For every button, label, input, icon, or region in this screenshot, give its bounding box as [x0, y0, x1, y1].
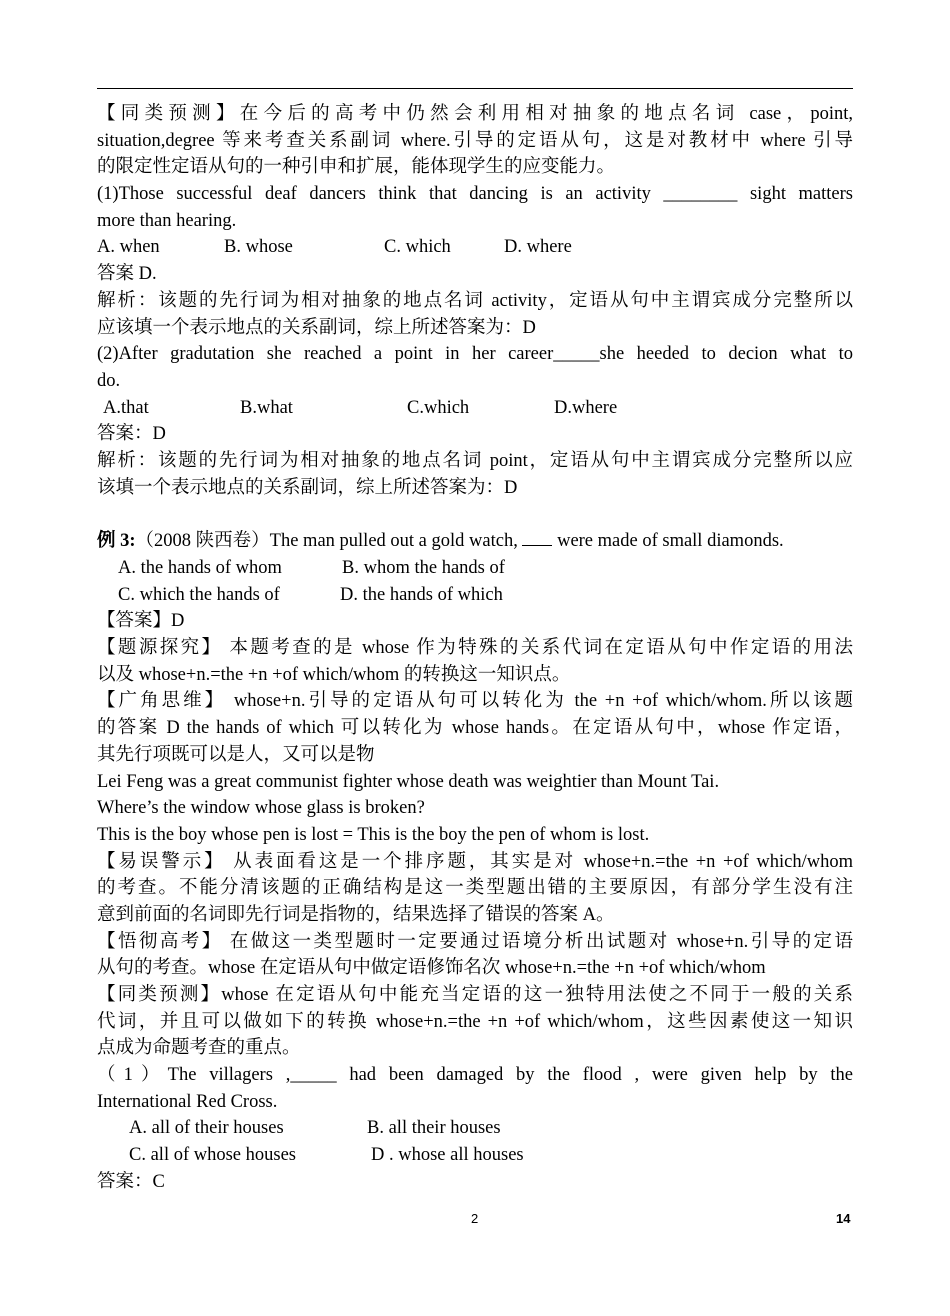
warning-line: 【易误警示】 从表面看这是一个排序题，其实是对 whose+n.=the +n +of which/whom: [97, 851, 853, 872]
spacer: [97, 501, 853, 528]
option-b: B. whose: [224, 237, 293, 258]
answer-text: 答案 D.: [97, 264, 157, 285]
answer-options: [97, 1142, 853, 1169]
paragraph-line: 【同类预测】在今后的高考中仍然会利用相对抽象的地点名词 case，point,: [97, 104, 853, 124]
answer-options: [97, 555, 853, 582]
question-line: (1)Those successful deaf dancers think that dancing is an activity ________ sight matters: [97, 184, 853, 205]
blank-line: [522, 528, 552, 546]
explanation-line: 解析：该题的先行词为相对抽象的地点名词 activity，定语从句中主谓宾成分完整所以: [97, 290, 853, 311]
example-header: [97, 528, 853, 555]
example-label: 例 3:: [97, 531, 136, 552]
thinking-line: 其先行项既可以是人，又可以是物: [97, 744, 375, 765]
warning-line: 意到前面的名词即先行词是指物的，结果选择了错误的答案 A。: [97, 904, 615, 925]
example-text: （2008 陕西卷）The man pulled out a gold watch,: [135, 531, 523, 552]
prediction-line: 【同类预测】whose 在定语从句中能充当定语的这一独特用法使之不同于一般的关系: [97, 985, 853, 1005]
option-c: C. which the hands of: [118, 584, 280, 605]
option-a: A. all of their houses: [129, 1118, 284, 1139]
question-line: （1）The villagers ,_____ had been damaged by the flood , were given help by the: [97, 1065, 853, 1086]
question-line: (2)After gradutation she reached a point in her career_____she heeded to decion what to: [97, 344, 853, 365]
thinking-line: 的答案 D the hands of which 可以转化为 whose hands。在定语从句中，whose 作定语，: [97, 718, 853, 739]
answer-text: 【答案】D: [97, 611, 185, 632]
question-line: International Red Cross.: [97, 1091, 278, 1112]
page-number-center: 2: [471, 1211, 479, 1226]
answer-text: 答案：C: [97, 1171, 165, 1192]
prediction-line: 点成为命题考查的重点。: [97, 1038, 301, 1059]
answer-text: 答案：D: [97, 424, 166, 445]
example-sentence: Where’s the window whose glass is broken?: [97, 798, 425, 819]
example-text-end: were made of small diamonds.: [552, 531, 784, 552]
example-sentence: This is the boy whose pen is lost = This is the boy the pen of whom is lost.: [97, 824, 650, 845]
explanation-line: 该填一个表示地点的关系副词，综上所述答案为：D: [97, 477, 518, 498]
option-d: D. where: [504, 237, 572, 258]
option-a: A.that: [103, 397, 149, 418]
example-sentence: Lei Feng was a great communist fighter whose death was weightier than Mount Tai.: [97, 771, 720, 792]
prediction-line: 代词，并且可以做如下的转换 whose+n.=the +n +of which/whom，这些因素使这一知识: [97, 1011, 853, 1032]
insight-line: 从句的考查。whose 在定语从句中做定语修饰名次 whose+n.=the +n +of which/whom: [97, 958, 766, 979]
page-number-right: 14: [836, 1211, 851, 1226]
option-b: B. whom the hands of: [342, 558, 505, 578]
question-line: more than hearing.: [97, 210, 237, 231]
option-d: D. the hands of which: [340, 584, 503, 605]
document-body: [97, 101, 853, 1196]
thinking-line: 【广角思维】 whose+n.引导的定语从句可以转化为 the +n +of which/whom.所以该题: [97, 691, 853, 712]
answer-options: [97, 234, 853, 261]
warning-line: 的考查。不能分清该题的正确结构是这一类型题出错的主要原因，有部分学生没有注: [97, 878, 853, 899]
option-b: B. all their houses: [367, 1118, 501, 1139]
option-a: A. the hands of whom: [118, 558, 282, 578]
source-line: 以及 whose+n.=the +n +of which/whom 的转换这一知识点。: [97, 664, 571, 685]
option-d: D . whose all houses: [371, 1145, 524, 1166]
insight-line: 【悟彻高考】 在做这一类型题时一定要通过语境分析出试题对 whose+n.引导的定语: [97, 931, 853, 952]
option-d: D.where: [554, 397, 618, 418]
option-a: A. when: [97, 237, 160, 258]
explanation-line: 解析：该题的先行词为相对抽象的地点名词 point，定语从句中主谓宾成分完整所以应: [97, 450, 853, 471]
explanation-line: 应该填一个表示地点的关系副词，综上所述答案为：D: [97, 317, 536, 338]
answer-options: [97, 1115, 853, 1142]
option-c: C. which: [384, 237, 451, 258]
header-rule: [97, 88, 853, 89]
source-line: 【题源探究】 本题考查的是 whose 作为特殊的关系代词在定语从句中作定语的用法: [97, 638, 853, 659]
option-c: C.which: [407, 397, 470, 418]
answer-options: [97, 582, 853, 609]
option-b: B.what: [240, 397, 293, 418]
question-line: do.: [97, 370, 121, 391]
paragraph-line: situation,degree 等来考查关系副词 where.引导的定语从句，这是对教材中 where 引导: [97, 130, 853, 151]
paragraph-line: 的限定性定语从句的一种引申和扩展，能体现学生的应变能力。: [97, 157, 616, 178]
option-c: C. all of whose houses: [129, 1145, 296, 1166]
answer-options: [97, 395, 853, 422]
